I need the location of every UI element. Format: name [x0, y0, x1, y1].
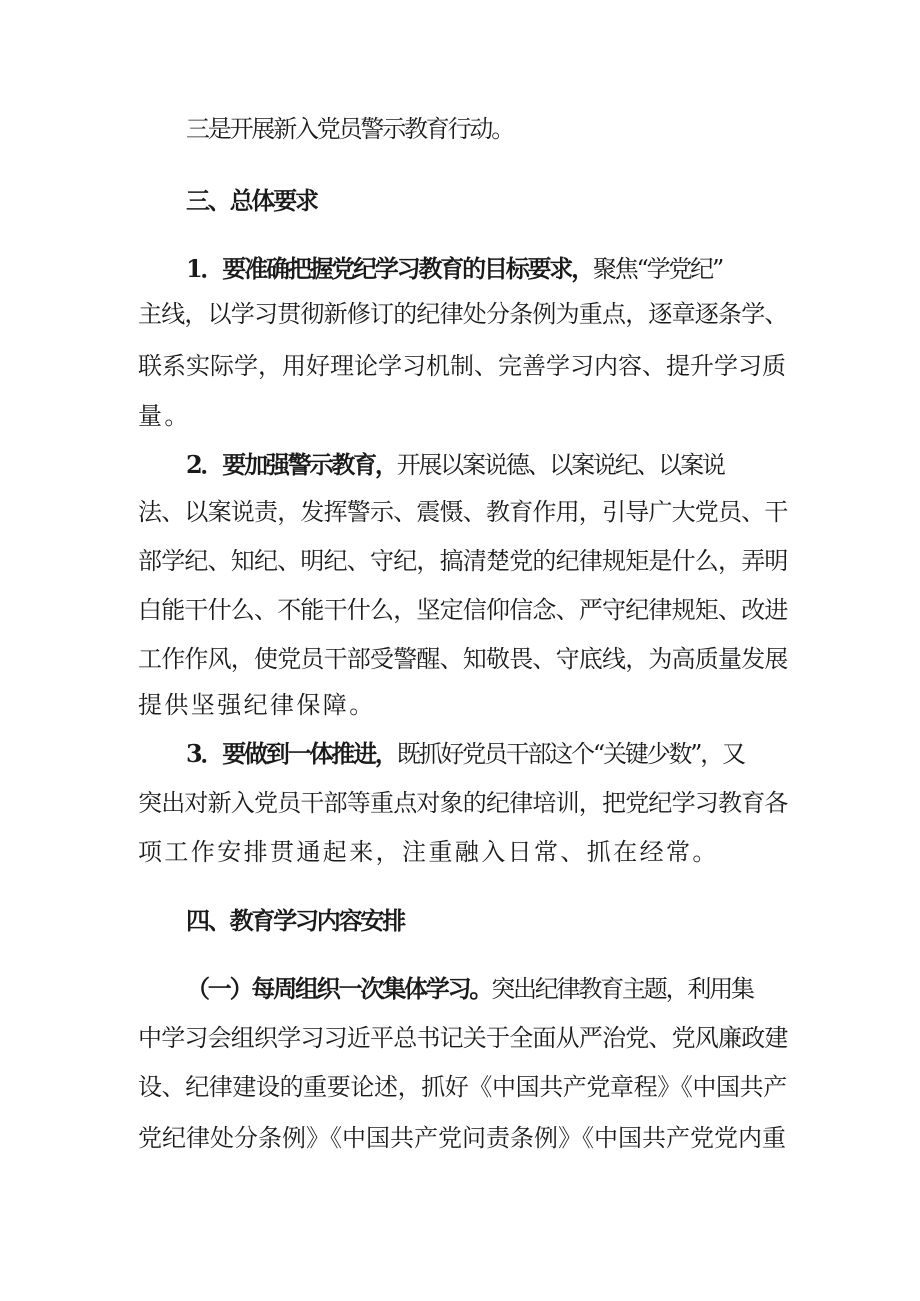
requirement-1-line-3: 联系实际学，用好理论学习机制、完善学习内容、提升学习质 — [138, 352, 786, 380]
requirement-1-line-1 — [138, 253, 838, 285]
section-heading-4: 四、教育学习内容安排 — [186, 906, 404, 935]
requirement-2-line-5: 工作作风，使党员干部受警醒、知敬畏、守底线，为高质量发展 — [138, 645, 788, 673]
requirement-1-text: 聚焦“学党纪” — [592, 255, 723, 283]
requirement-2-line-6: 提供坚强纪律保障。 — [138, 691, 376, 719]
requirement-3-lead: 3．要做到一体推进， — [186, 739, 397, 768]
section-4-1-line-2: 中学习会组织学习习近平总书记关于全面从严治党、党风廉政建 — [138, 1024, 788, 1052]
section-4-1-line-3: 设、纪律建设的重要论述，抓好《中国共产党章程》《中国共产 — [138, 1073, 787, 1101]
section-4-1-text: 突出纪律教育主题，利用集 — [491, 975, 753, 1003]
section-heading-3: 三、总体要求 — [186, 186, 317, 215]
paragraph-intro-3: 三是开展新入党员警示教育行动。 — [186, 115, 513, 143]
section-4-1-line-1 — [138, 973, 838, 1005]
requirement-2-line-2: 法、以案说责，发挥警示、震慑、教育作用，引导广大党员、干 — [138, 498, 788, 526]
section-4-1-lead: （一）每周组织一次集体学习。 — [186, 974, 492, 1003]
requirement-2-line-4: 白能干什么、不能干什么，坚定信仰信念、严守纪律规矩、改进 — [138, 596, 788, 624]
requirement-3-line-3: 项工作安排贯通起来，注重融入日常、抓在经常。 — [138, 838, 719, 866]
requirement-2-text: 开展以案说德、以案说纪、以案说 — [396, 451, 724, 479]
requirement-3-line-2: 突出对新入党员干部等重点对象的纪律培训，把党纪学习教育各 — [138, 789, 788, 817]
requirement-3-line-1 — [138, 738, 838, 770]
requirement-2-lead: 2．要加强警示教育， — [186, 450, 397, 479]
requirement-2-line-3: 部学纪、知纪、明纪、守纪，搞清楚党的纪律规矩是什么，弄明 — [138, 547, 788, 575]
requirement-1-line-4: 量。 — [138, 402, 191, 430]
requirement-3-text: 既抓好党员干部这个“关键少数”，又 — [396, 740, 744, 768]
section-4-1-line-4: 党纪律处分条例》《中国共产党问责条例》《中国共产党党内重 — [138, 1124, 786, 1152]
requirement-1-line-2: 主线，以学习贯彻新修订的纪律处分条例为重点，逐章逐条学、 — [138, 300, 788, 328]
requirement-2-line-1 — [138, 449, 838, 481]
requirement-1-lead: 1．要准确把握党纪学习教育的目标要求， — [186, 254, 593, 283]
